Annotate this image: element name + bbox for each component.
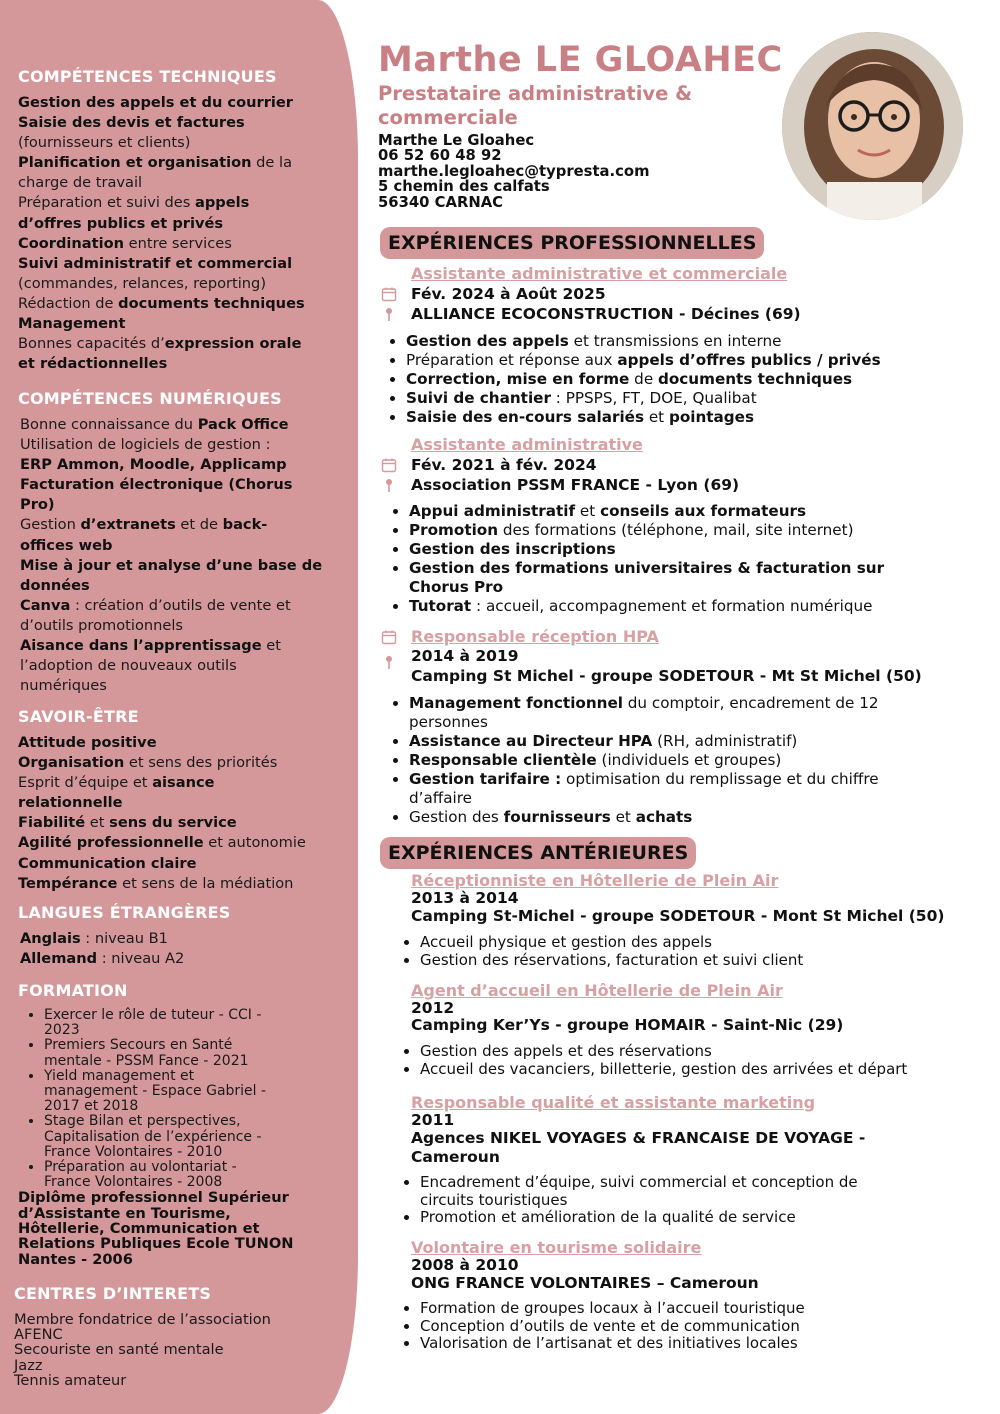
skill-line: Aisance dans l’apprentissage et [20,637,281,655]
skill-line: Bonne connaissance du Pack Office [20,416,289,433]
bullet: • Saisie des en-cours salariés et pointages [406,408,881,427]
section-title: SAVOIR-ÊTRE [18,707,139,726]
skill-line: Planification et organisation de la [18,154,293,172]
job-title-link[interactable]: Agent d’accueil en Hôtellerie de Plein Air [411,981,783,1000]
job-title-link[interactable]: Volontaire en tourisme solidaire [411,1238,702,1257]
interest-line: Jazz [14,1356,43,1374]
skill-line: Esprit d’équipe et aisance [18,774,215,792]
skill-line: numériques [20,677,107,695]
job-bullets [398,934,803,969]
bullet: • Promotion des formations (téléphone, mail, site internet) [409,521,884,540]
skill-line: Gestion des appels et du courrier [18,94,293,111]
skill-line: Bonnes capacités d’expression orale [18,335,302,353]
calendar-icon [381,457,397,473]
interests-section [14,1284,336,1388]
job-place: Agences NIKEL VOYAGES & FRANCAISE DE VOYAGE - Cameroun [411,1129,866,1166]
contact-city: 56340 CARNAC [378,193,504,211]
bullet: • Gestion des formations universitaires & facturation sur Chorus Pro [409,559,884,597]
job-bullets [398,1174,858,1227]
calendar-icon [381,286,397,302]
job-bullets [384,332,881,427]
skill-line: Mise à jour et analyse d’une base de [20,556,323,574]
contact-block [378,133,650,210]
bullet: • Gestion des appels et transmissions en interne [406,332,881,351]
job-place: Association PSSM FRANCE - Lyon (69) [411,476,740,494]
skill-line: offices web [20,536,113,554]
bullet: • Encadrement d’équipe, suivi commercial et conception de circuits touristiques [420,1174,858,1209]
skill-line: (commandes, relances, reporting) [18,274,267,292]
candidate-name: Marthe LE GLOAHEC [378,40,783,80]
bullet: • Gestion des appels et des réservations [420,1043,907,1061]
contact-address: 5 chemin des calfats [378,178,550,196]
skill-line: Agilité professionnelle et autonomie [18,834,306,852]
interest-line: AFENC [14,1326,63,1344]
contact-name: Marthe Le Gloahec [378,132,535,149]
section-title: CENTRES D’INTERETS [14,1284,212,1303]
job-title: Prestataire administrative & commerciale [378,82,693,129]
skill-line: Communication claire [18,854,197,872]
language-line: Anglais : niveau B1 [20,930,168,947]
bullet: • Management fonctionnel du comptoir, encadrement de 12 personnes [409,694,879,732]
bullet: • Gestion des fournisseurs et achats [409,808,879,827]
education-list [18,1008,340,1190]
bullet: • Gestion des réservations, facturation et suivi client [420,952,803,970]
location-pin-icon [381,477,397,493]
skill-line: Canva : création d’outils de vente et [20,596,291,614]
job-place: Camping Ker’Ys - groupe HOMAIR - Saint-Nic (29) [411,1016,844,1034]
contact-email[interactable]: marthe.legloahec@typresta.com [378,162,650,180]
profile-photo [782,32,963,220]
location-pin-icon [381,654,397,670]
skill-line: Management [18,315,126,333]
skill-line: d’outils promotionnels [20,616,184,634]
education-item: • Stage Bilan et perspectives, Capitalisation de l’expérience - France Volontaires - 2010 [44,1114,340,1160]
job-place: Camping St-Michel - groupe SODETOUR - Mont St Michel (50) [411,907,945,925]
job-bullets [387,694,879,827]
bullet: • Valorisation de l’artisanat et des initiatives locales [420,1335,805,1353]
bullet: • Gestion tarifaire : optimisation du remplissage et du chiffre d’affaire [409,770,879,808]
section-banner-previous: EXPÉRIENCES ANTÉRIEURES [380,837,696,869]
digital-skills-section [18,389,340,696]
bullet: • Correction, mise en forme de documents techniques [406,370,881,389]
skill-line: Coordination entre services [18,234,232,252]
job-place: Camping St Michel - groupe SODETOUR - Mt St Michel (50) [411,667,922,685]
bullet: • Gestion des inscriptions [409,540,884,559]
location-pin-icon [381,306,397,322]
bullet: • Préparation et réponse aux appels d’offres publics / privés [406,351,881,370]
job-date: 2011 [411,1111,455,1129]
education-item: • Yield management et management - Espace Gabriel - 2017 et 2018 [44,1069,340,1115]
job-title-link[interactable]: Responsable réception HPA [411,627,659,646]
skill-line: d’offres publics et privés [18,214,224,232]
bullet: • Accueil physique et gestion des appels [420,934,803,952]
main-content [378,0,988,1414]
job-date: Fév. 2021 à fév. 2024 [411,456,597,474]
skill-line: et rédactionnelles [18,355,168,373]
diploma: Diplôme professionnel Supérieur d’Assistante en Tourisme, Hôtellerie, Communication et Relations Publiques Ecole TUNON Nantes - 2006 [18,1189,294,1268]
job-place: ALLIANCE ECOCONSTRUCTION - Décines (69) [411,305,801,323]
languages-section [18,903,340,969]
skill-line: Fiabilité et sens du service [18,814,237,832]
interest-line: Tennis amateur [14,1371,127,1389]
bullet: • Assistance au Directeur HPA (RH, administratif) [409,732,879,751]
job-title-link[interactable]: Responsable qualité et assistante marketing [411,1093,816,1112]
job-title-link[interactable]: Assistante administrative [411,435,643,454]
job-bullets [398,1043,907,1078]
section-banner-experiences: EXPÉRIENCES PROFESSIONNELLES [380,227,764,259]
job-date: 2013 à 2014 [411,889,519,907]
sidebar [0,0,345,1414]
skill-line: Pro) [20,496,55,514]
skill-line: charge de travail [18,174,143,192]
skill-line: Tempérance et sens de la médiation [18,874,294,892]
skill-line: Suivi administratif et commercial [18,254,293,272]
technical-skills-section [18,67,340,374]
job-date: 2012 [411,999,455,1017]
job-place: ONG FRANCE VOLONTAIRES – Cameroun [411,1274,759,1292]
job-date: 2014 à 2019 [411,647,519,665]
bullet: • Tutorat : accueil, accompagnement et formation numérique [409,597,884,616]
section-title: COMPÉTENCES TECHNIQUES [18,67,277,86]
skill-line: ERP Ammon, Moodle, Applicamp [20,456,287,474]
contact-phone[interactable]: 06 52 60 48 92 [378,147,502,165]
section-title: FORMATION [18,981,128,1000]
job-title-link[interactable]: Assistante administrative et commerciale [411,264,788,283]
skill-line: Facturation électronique (Chorus [20,476,293,494]
skill-line: Utilisation de logiciels de gestion : [20,436,271,454]
skill-line: Gestion d’extranets et de back- [20,516,268,534]
education-item: • Préparation au volontariat - France Volontaires - 2008 [44,1160,340,1190]
language-line: Allemand : niveau A2 [20,950,185,968]
soft-skills-section [18,707,340,894]
education-item: • Premiers Secours en Santé mentale - PSSM Fance - 2021 [44,1038,340,1068]
section-title: COMPÉTENCES NUMÉRIQUES [18,389,282,408]
skill-line: relationnelle [18,794,123,812]
skill-line: (fournisseurs et clients) [18,134,191,152]
job-bullets [387,502,884,616]
job-date: Fév. 2024 à Août 2025 [411,285,606,303]
job-date: 2008 à 2010 [411,1256,519,1274]
calendar-icon [381,629,397,645]
job-title-link[interactable]: Réceptionniste en Hôtellerie de Plein Air [411,871,779,890]
section-title: LANGUES ÉTRANGÈRES [18,903,231,922]
bullet: • Accueil des vacanciers, billetterie, gestion des arrivées et départ [420,1061,907,1079]
bullet: • Appui administratif et conseils aux formateurs [409,502,884,521]
education-section [18,981,340,1267]
skill-line: l’adoption de nouveaux outils [20,657,237,675]
skill-line: Rédaction de documents techniques [18,294,305,312]
education-item: • Exercer le rôle de tuteur - CCI - 2023 [44,1008,340,1038]
job-bullets [398,1300,805,1353]
interest-line: Membre fondatrice de l’association [14,1311,271,1328]
bullet: • Promotion et amélioration de la qualité de service [420,1209,858,1227]
interest-line: Secouriste en santé mentale [14,1341,224,1359]
skill-line: Préparation et suivi des appels [18,194,250,212]
bullet: • Formation de groupes locaux à l’accueil touristique [420,1300,805,1318]
skill-line: données [20,576,90,594]
skill-line: Saisie des devis et factures [18,114,245,132]
bullet: • Conception d’outils de vente et de communication [420,1318,805,1336]
skill-line: Organisation et sens des priorités [18,754,278,772]
bullet: • Responsable clientèle (individuels et groupes) [409,751,879,770]
skill-line: Attitude positive [18,734,157,751]
bullet: • Suivi de chantier : PPSPS, FT, DOE, Qualibat [406,389,881,408]
